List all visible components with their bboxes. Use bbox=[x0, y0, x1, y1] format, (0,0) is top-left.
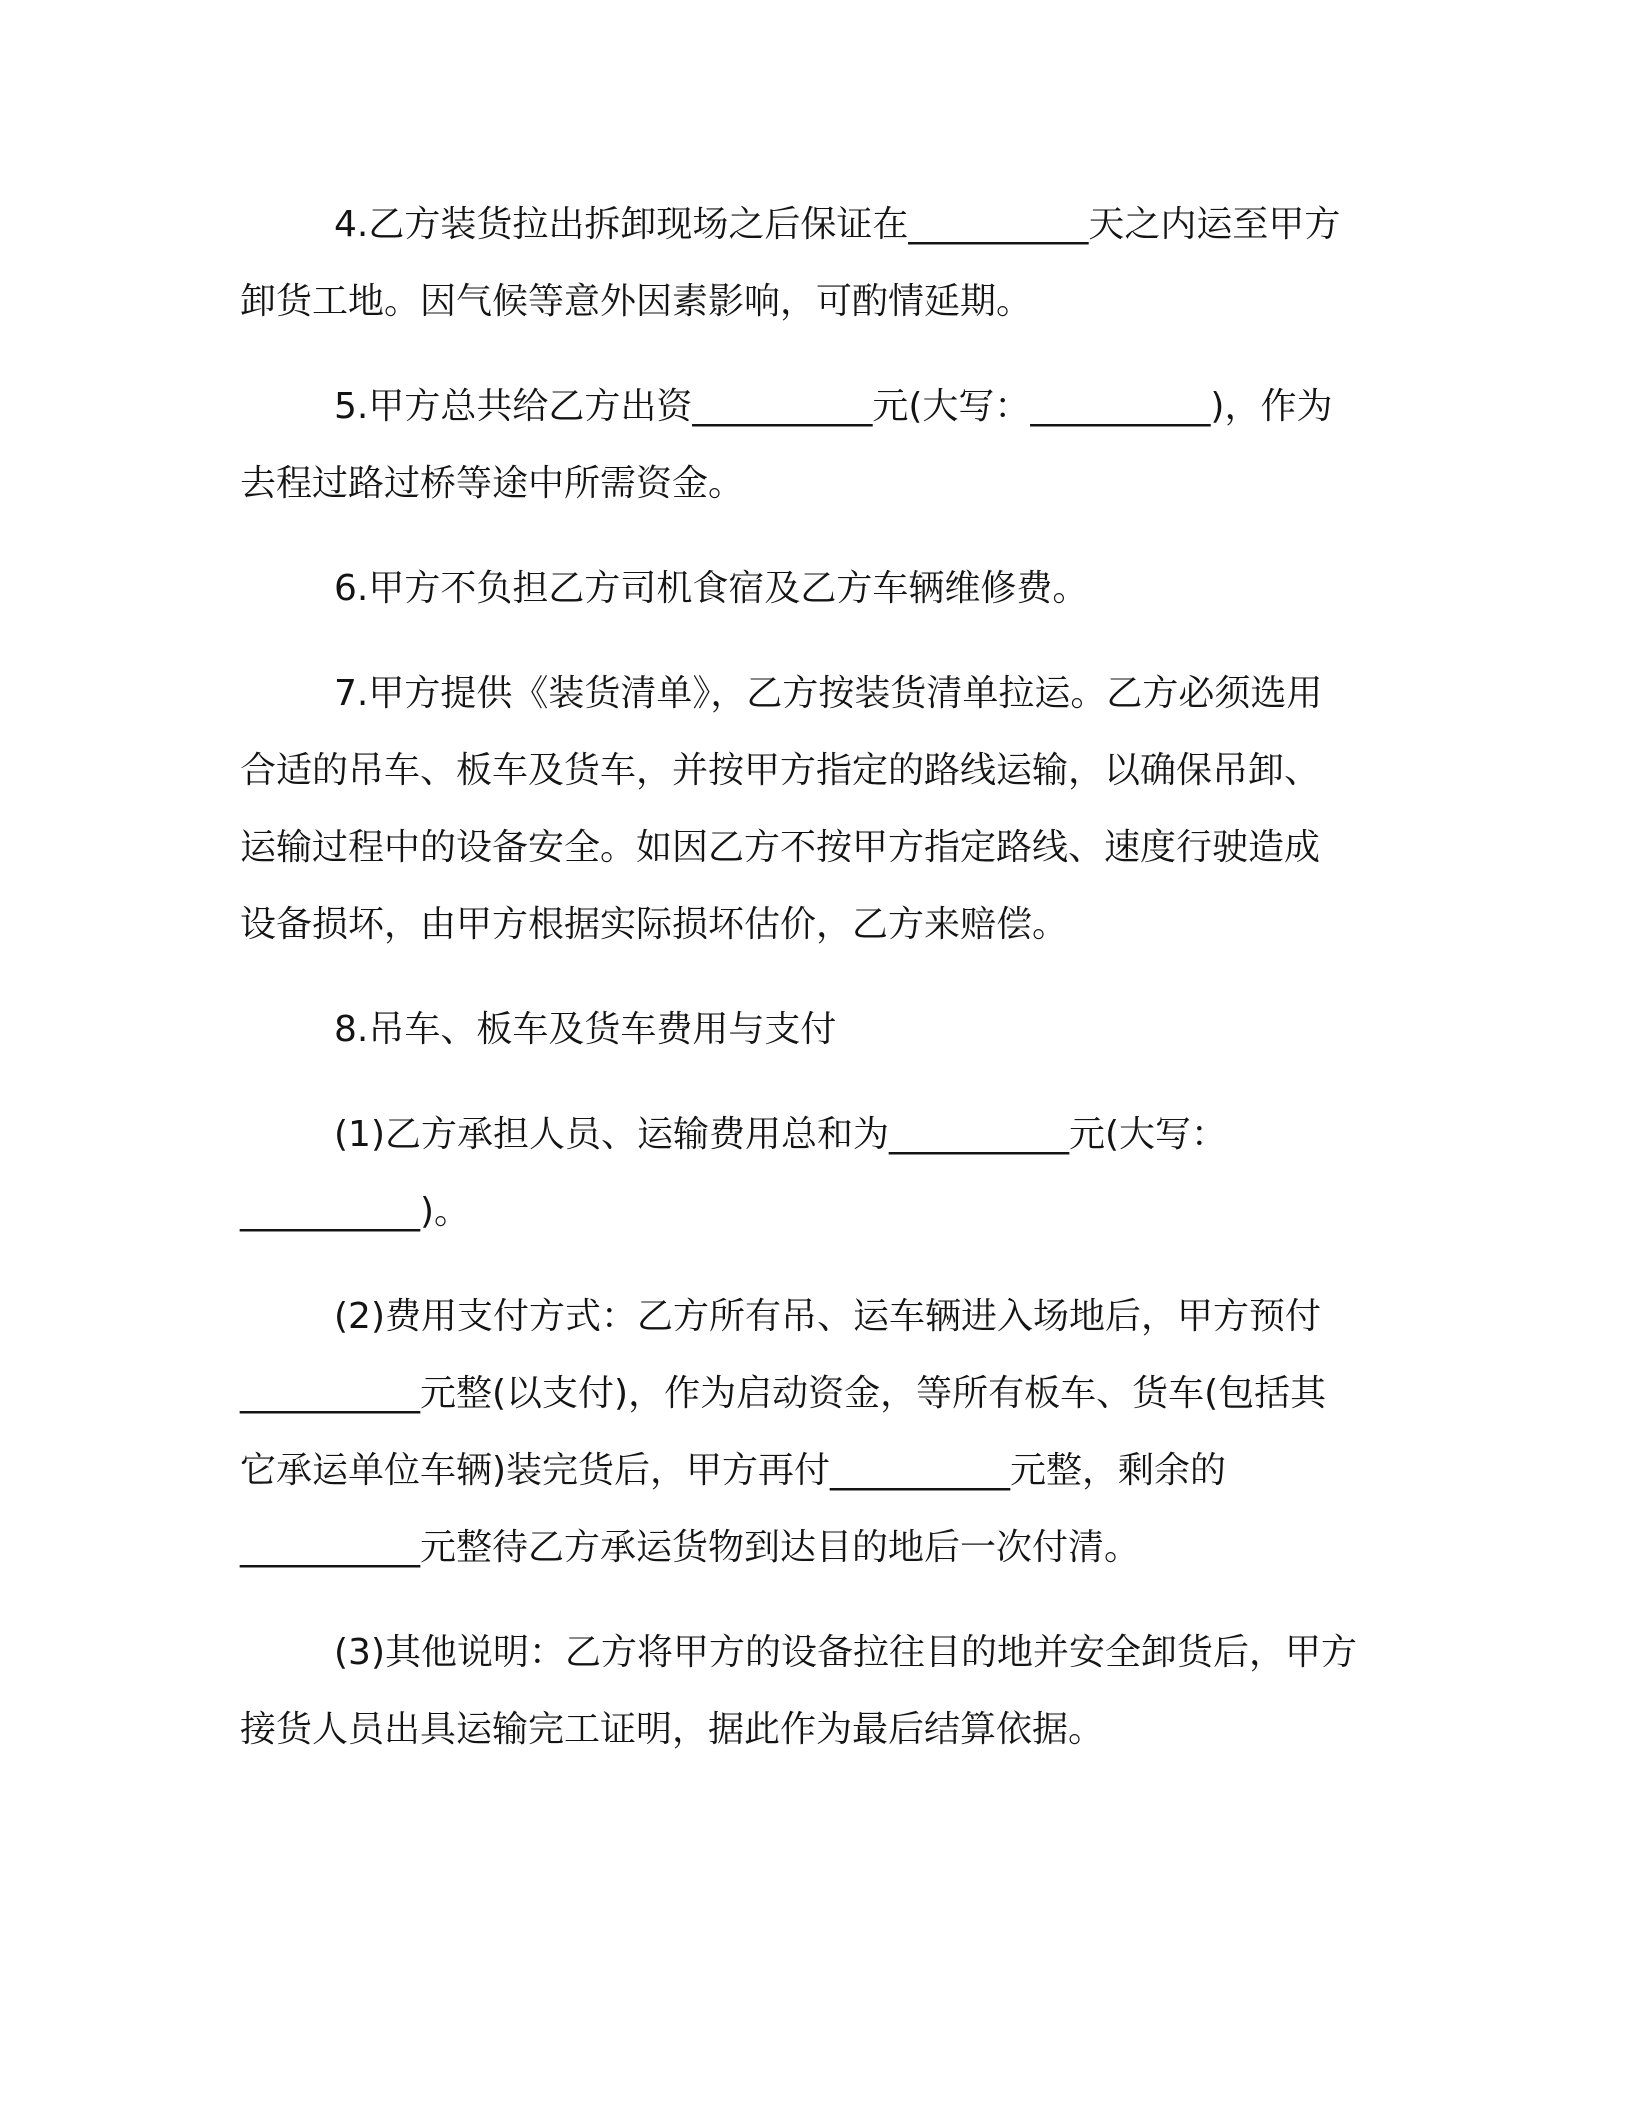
clause-8-2 bbox=[240, 1278, 1400, 1586]
clause-8-3-line-1: (3)其他说明：乙方将甲方的设备拉往目的地并安全卸货后，甲方 bbox=[334, 1632, 1357, 1673]
clause-4 bbox=[240, 186, 1400, 340]
clause-8-2-line-1: (2)费用支付方式：乙方所有吊、运车辆进入场地后，甲方预付 bbox=[334, 1296, 1321, 1337]
document-body bbox=[240, 186, 1400, 1796]
clause-8-2-line-3: 它承运单位车辆)装完货后，甲方再付__________元整，剩余的 bbox=[240, 1450, 1227, 1491]
clause-5-line-1: 5.甲方总共给乙方出资__________元(大写：__________)，作为 bbox=[334, 386, 1333, 427]
clause-4-line-2: 卸货工地。因气候等意外因素影响，可酌情延期。 bbox=[240, 281, 1033, 322]
clause-8-heading bbox=[240, 991, 1400, 1068]
clause-8-1 bbox=[240, 1096, 1400, 1250]
clause-8-2-line-4: __________元整待乙方承运货物到达目的地后一次付清。 bbox=[240, 1527, 1141, 1568]
clause-6-line-1: 6.甲方不负担乙方司机食宿及乙方车辆维修费。 bbox=[334, 568, 1089, 609]
clause-6 bbox=[240, 550, 1400, 627]
clause-7-line-4: 设备损坏，由甲方根据实际损坏估价，乙方来赔偿。 bbox=[240, 904, 1069, 945]
clause-4-line-1: 4.乙方装货拉出拆卸现场之后保证在__________天之内运至甲方 bbox=[334, 204, 1341, 245]
clause-8-3 bbox=[240, 1614, 1400, 1768]
clause-5-line-2: 去程过路过桥等途中所需资金。 bbox=[240, 463, 745, 504]
clause-7-line-1: 7.甲方提供《装货清单》，乙方按装货清单拉运。乙方必须选用 bbox=[334, 673, 1323, 714]
clause-7 bbox=[240, 655, 1400, 963]
clause-8-1-line-1: (1)乙方承担人员、运输费用总和为__________元(大写： bbox=[334, 1114, 1228, 1155]
clause-7-line-3: 运输过程中的设备安全。如因乙方不按甲方指定路线、速度行驶造成 bbox=[240, 827, 1321, 868]
clause-5 bbox=[240, 368, 1400, 522]
clause-8-3-line-2: 接货人员出具运输完工证明，据此作为最后结算依据。 bbox=[240, 1709, 1105, 1750]
clause-8-1-line-2: __________)。 bbox=[240, 1191, 471, 1232]
clause-7-line-2: 合适的吊车、板车及货车，并按甲方指定的路线运输，以确保吊卸、 bbox=[240, 750, 1321, 791]
clause-8-2-line-2: __________元整(以支付)，作为启动资金，等所有板车、货车(包括其 bbox=[240, 1373, 1327, 1414]
clause-8-line-1: 8.吊车、板车及货车费用与支付 bbox=[334, 1009, 837, 1050]
